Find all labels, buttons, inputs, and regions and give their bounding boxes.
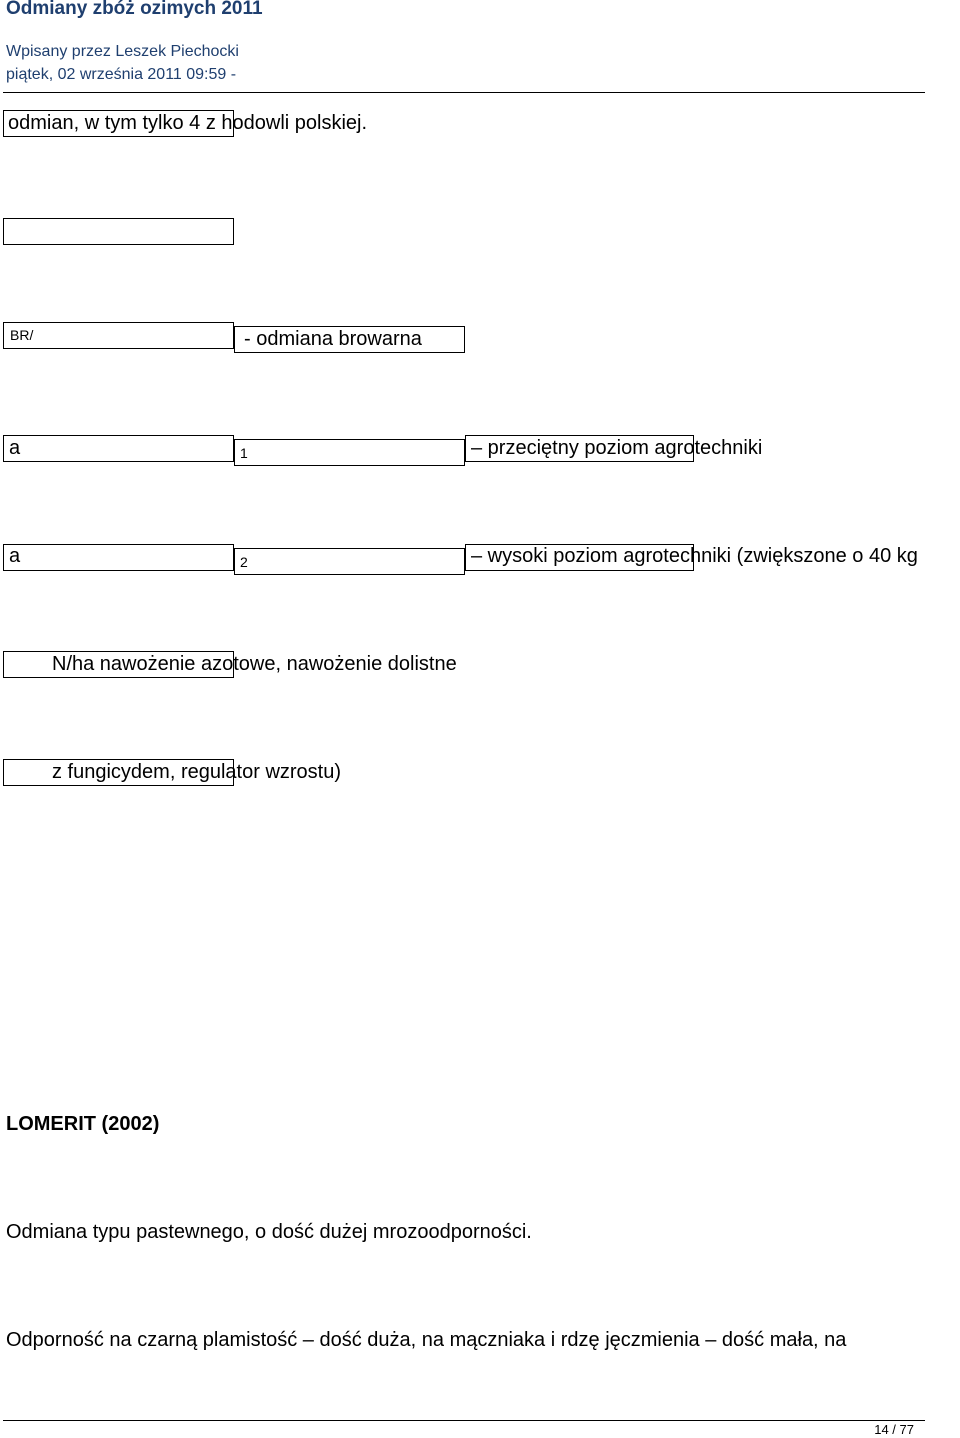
cell-box	[234, 439, 465, 466]
author-line: Wpisany przez Leszek Piechocki	[6, 43, 239, 60]
a2-subscript: 2	[240, 554, 248, 570]
empty-cell-box	[3, 218, 234, 245]
cell-box	[3, 435, 234, 462]
br-description: - odmiana browarna	[244, 328, 422, 350]
cell-box	[3, 544, 234, 571]
a1-description: – przeciętny poziom agrotechniki	[471, 437, 763, 459]
a1-letter: a	[9, 437, 21, 459]
footer-divider	[3, 1420, 925, 1421]
variety-description: Odmiana typu pastewnego, o dość dużej mrozoodporności.	[6, 1221, 532, 1243]
cell-box	[234, 548, 465, 575]
a2-letter: a	[9, 545, 21, 567]
text-line-fungicide: z fungicydem, regulator wzrostu)	[52, 761, 342, 783]
variety-resistance: Odporność na czarną plamistość – dość duża, na mączniaka i rdzę jęczmienia – dość mała, na	[6, 1329, 847, 1351]
header-divider	[3, 92, 925, 93]
text-line-polish-breeding: odmian, w tym tylko 4 z hodowli polskiej.	[8, 112, 368, 134]
variety-title: LOMERIT (2002)	[6, 1113, 160, 1135]
date-line: piątek, 02 września 2011 09:59 -	[6, 66, 237, 83]
cell-box	[3, 322, 234, 349]
document-title: Odmiany zbóż ozimych 2011	[6, 0, 263, 19]
text-line-nitrogen: N/ha nawożenie azotowe, nawożenie dolistne	[52, 653, 457, 675]
a2-description: – wysoki poziom agrotechniki (zwiększone o 40 kg	[471, 545, 918, 567]
br-label: BR/	[10, 327, 34, 343]
a1-subscript: 1	[240, 445, 248, 461]
page-number: 14 / 77	[874, 1422, 914, 1437]
